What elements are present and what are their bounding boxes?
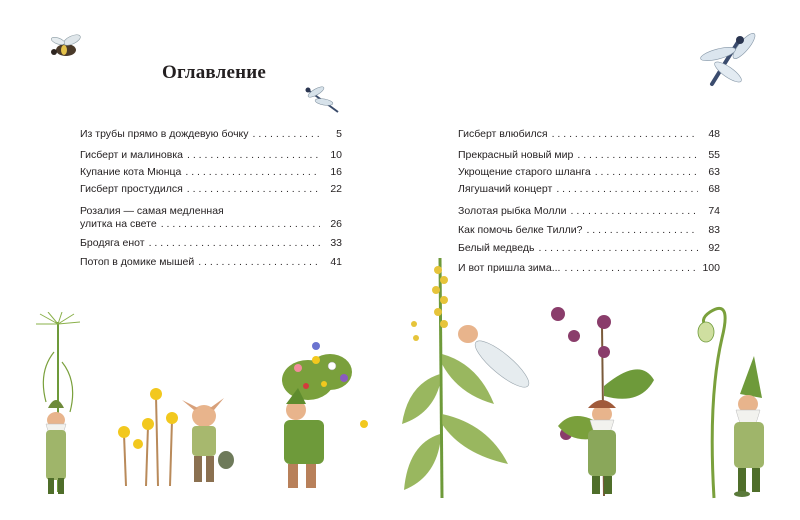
toc-entry-page: 5 [336,128,342,140]
toc-leader-dots [556,183,698,196]
toc-entry-title: Потоп в домике мышей [80,256,195,268]
toc-entry-page: 83 [708,224,720,236]
toc-leader-dots [149,237,320,250]
toc-leader-dots [187,183,320,196]
toc-entry-title-line1: Розалия — самая медленная [80,205,224,217]
dragonfly-large-illustration [688,32,758,92]
toc-leader-dots [161,218,320,231]
toc-entry-title: Гисберт простудился [80,183,183,195]
toc-entry-page: 55 [708,149,720,161]
toc-entry-title: И вот пришла зима... [458,262,561,274]
toc-entry[interactable] [80,256,342,269]
toc-entry-page: 48 [708,128,720,140]
toc-entry-page: 63 [708,166,720,178]
toc-entry[interactable] [458,166,720,179]
bee-illustration [44,32,94,62]
toc-entry-title: Купание кота Мюнца [80,166,182,178]
gnome-with-dill-illustration [18,312,88,502]
burdock-gnome-illustration [544,296,660,502]
toc-entry-page: 10 [330,149,342,161]
mullein-plant-illustration [398,254,548,504]
toc-entry-title: улитка на свете [80,218,157,230]
toc-entry-title: Золотая рыбка Молли [458,205,567,217]
toc-entry[interactable] [80,205,342,231]
toc-entry[interactable] [458,149,720,162]
toc-entry-title: Как помочь белке Тилли? [458,224,583,236]
toc-leader-dots [571,205,698,218]
toc-entry-page: 16 [330,166,342,178]
toc-leader-dots [595,166,698,179]
toc-entry[interactable] [80,237,342,250]
toc-entry-page: 22 [330,183,342,195]
page-title: Оглавление [162,62,267,83]
toc-leader-dots [538,242,698,255]
toc-leader-dots [187,149,320,162]
toc-entry-page: 100 [702,262,720,274]
toc-entry[interactable] [80,149,342,162]
coltsfoot-flowers-illustration [112,386,236,496]
toc-entry[interactable] [80,183,342,196]
toc-entry-page: 33 [330,237,342,249]
toc-leader-dots [198,256,320,269]
toc-entry-page: 92 [708,242,720,254]
toc-entry-page: 68 [708,183,720,195]
toc-entry-title: Белый медведь [458,242,535,254]
toc-leader-dots [185,166,320,179]
toc-leader-dots [253,128,320,141]
toc-entry[interactable] [80,166,342,179]
toc-entry-page: 74 [708,205,720,217]
toc-leader-dots [564,262,698,275]
toc-entry[interactable] [458,128,720,141]
toc-entry-title: Прекрасный новый мир [458,149,574,161]
toc-entry[interactable] [80,128,342,141]
toc-entry-title: Из трубы прямо в дождевую бочку [80,128,249,140]
gnome-with-bouquet-illustration [268,340,378,500]
toc-leader-dots [552,128,698,141]
toc-entry-title: Укрощение старого шланга [458,166,591,178]
toc-entry[interactable] [458,183,720,196]
toc-entry-title: Гисберт и малиновка [80,149,183,161]
toc-entry-page: 26 [330,218,342,230]
gnome-with-staff-illustration [692,298,782,504]
toc-entry-title: Бродяга енот [80,237,145,249]
toc-entry-page: 41 [330,256,342,268]
toc-leader-dots [577,149,698,162]
dragonfly-small-illustration [302,84,344,118]
toc-leader-dots [586,224,698,237]
toc-entry[interactable] [458,224,720,237]
toc-entry-title: Гисберт влюбился [458,128,548,140]
toc-entry[interactable] [458,205,720,218]
toc-entry-title: Лягушачий концерт [458,183,553,195]
